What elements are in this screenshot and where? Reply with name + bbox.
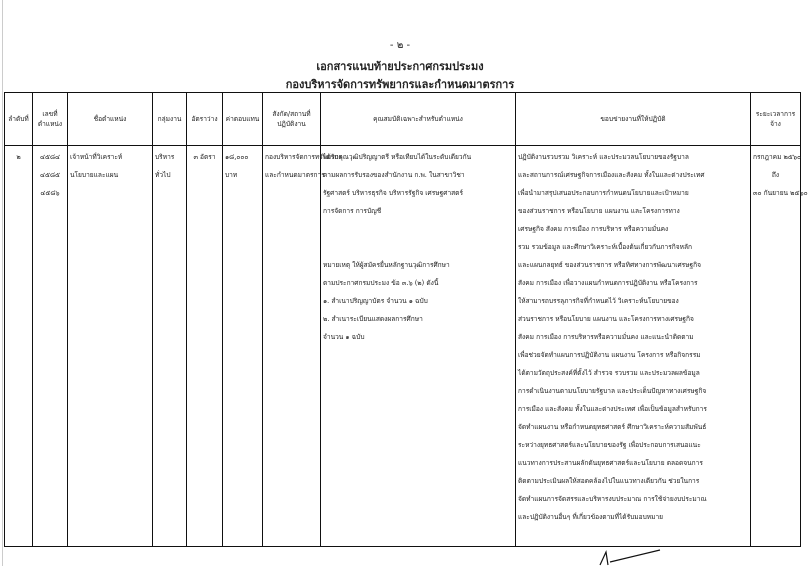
duty-line: แนวทางการประสานผลักดันยุทธศาสตร์และนโยบาย ตลอดจนการ [518,459,703,467]
duty-line: จัดทำแผนงาน หรือกำหนดยุทธศาสตร์ ศึกษาวิเคราะห์ความสัมพันธ์ [518,423,707,431]
col-header-position-name: ชื่อตำแหน่ง [68,93,153,146]
col-header-group: กลุ่มงาน [153,93,187,146]
duty-line: เพื่อนำมาสรุปเสนอประกอบการกำหนดนโยบายและเป้าหมาย [518,189,689,197]
col-header-vacancy: อัตราว่าง [187,93,223,146]
col-header-qualifications: คุณสมบัติเฉพาะสำหรับตำแหน่ง [321,93,516,146]
position-number: ๔๕๘๖ [40,189,60,197]
cell-duties [516,146,751,547]
duty-line: การดำเนินงานตามนโยบายรัฐบาล และประเด็นปัญหาทางเศรษฐกิจ [518,387,707,395]
period-end: ๓๐ กันยายน ๒๕๖๐ [753,189,808,197]
duty-line: รวม รวมข้อมูล และศึกษาวิเคราะห์เบื้องต้นเกี่ยวกับภารกิจหลัก [518,243,693,251]
duty-line: ติดตามประเมินผลให้สอดคล้องไปในแนวทางเดียวกัน ช่วยในการ [518,477,700,485]
qualification-line: การจัดการ การบัญชี [323,207,382,215]
duty-line: ได้ตามวัตถุประสงค์ที่ตั้งไว้ สำรวจ รวบรวม และประมวลผลข้อมูล [518,369,700,377]
note-line: จำนวน ๑ ฉบับ [323,333,365,341]
position-number: ๔๕๘๕ [39,171,61,179]
note-line: ๒. สำเนาระเบียนแสดงผลการศึกษา [323,315,423,323]
duty-line: เพื่อช่วยจัดทำแผนการปฏิบัติงาน แผนงาน โครงการ หรือกิจกรรม [518,351,701,359]
spacer [323,220,513,238]
positions-table [4,92,808,547]
qualification-line: รัฐศาสตร์ บริหารธุรกิจ บริหารรัฐกิจ เศรษฐศาสตร์ [323,189,463,197]
col-header-duties: ขอบข่ายงานที่ให้ปฏิบัติ [516,93,751,146]
cell-group: บริหารทั่วไป [153,146,187,547]
cell-no: ๒ [5,146,33,547]
cell-qualifications [321,146,516,547]
qualification-line: ตามผลการรับรองของสำนักงาน ก.พ. ในสาขาวิชา [323,171,465,179]
duty-line: เศรษฐกิจ สังคม การเมือง การบริหาร หรือความมั่นคง [518,225,669,233]
duty-line: การเมือง และสังคม ทั้งในและต่างประเทศ เพื่อเป็นข้อมูลสำหรับการ [518,405,707,413]
cell-department [263,146,343,547]
duty-line: สังคม การเมือง การบริหารหรือความมั่นคง และแนะนำติดตาม [518,333,694,341]
col-header-period: ระยะเวลาการจ้าง [751,93,801,146]
position-number: ๔๕๘๔ [39,153,61,161]
col-header-position-number: เลขที่ตำแหน่ง [33,93,68,146]
cell-period [751,146,808,547]
duty-line: ระหว่างยุทธศาสตร์และนโยบายของรัฐ เพื่อประกอบการเสนอแนะ [518,441,701,449]
cell-position-name [68,146,153,547]
table-row [5,146,801,547]
col-header-no: ลำดับที่ [5,93,33,146]
qualification-line: ได้รับคุณวุฒิปริญญาตรี หรือเทียบได้ในระดับเดียวกัน [323,153,472,161]
cell-position-numbers [33,146,68,547]
period-start: กรกฎาคม ๒๕๖๐ [753,153,802,161]
col-header-department: สังกัด/สถานที่ปฏิบัติงาน [263,93,321,146]
duty-line: ปฏิบัติงานรวบรวม วิเคราะห์ และประมวลนโยบายของรัฐบาล [518,153,689,161]
duty-line: ของส่วนราชการ หรือนโยบาย แผนงาน และโครงการทาง [518,207,680,215]
document-title: เอกสารแนบท้ายประกาศกรมประมง [316,60,484,73]
duty-line: สังคม การเมือง เพื่อวางแผนกำหนดการปฏิบัติงาน หรือโครงการ [518,279,698,287]
duty-line: และแผนกลยุทธ์ ของส่วนราชการ หรือทิศทางการพัฒนาเศรษฐกิจ [518,261,702,269]
table-header-row [5,93,801,146]
signature-mark [590,548,670,566]
department-line: และกำหนดมาตรการ [265,171,325,179]
note-line: ๑. สำเนาปริญญาบัตร จำนวน ๑ ฉบับ [323,297,428,305]
spacer [323,238,513,256]
note-line: ตามประกาศกรมประมง ข้อ ๓.๖ (๒) ดังนี้ [323,279,439,287]
col-header-salary: ค่าตอบแทน [223,93,263,146]
duty-line: ให้สามารถบรรลุภารกิจที่กำหนดไว้ วิเคราะห์นโยบายของ [518,297,679,305]
duty-line: และปฏิบัติงานอื่นๆ ที่เกี่ยวข้องตามที่ได้รับมอบหมาย [518,513,664,521]
duty-line: ส่วนราชการ หรือนโยบาย แผนงาน และโครงการทางเศรษฐกิจ [518,315,694,323]
duty-line: จัดทำแผนการจัดสรรและบริหารงบประมาณ การใช้จ่ายงบประมาณ [518,495,707,503]
position-name-line: เจ้าหน้าที่วิเคราะห์ [70,153,123,161]
page-number: - ๒ - [389,40,411,51]
document-subtitle: กองบริหารจัดการทรัพยากรและกำหนดมาตรการ [285,78,515,91]
note-line: หมายเหตุ ให้ผู้สมัครยื่นหลักฐานวุฒิการศึกษา [323,261,450,269]
department-line: กองบริหารจัดการทรัพยากร [265,153,343,161]
cell-vacancy: ๓ อัตรา [187,146,223,547]
duty-line: และสถานการณ์เศรษฐกิจการเมืองและสังคม ทั้งในและต่างประเทศ [518,171,705,179]
position-name-line: นโยบายและแผน [70,171,119,179]
period-to: ถึง [771,171,780,179]
cell-salary: ๑๘,๐๐๐ บาท [223,146,263,547]
